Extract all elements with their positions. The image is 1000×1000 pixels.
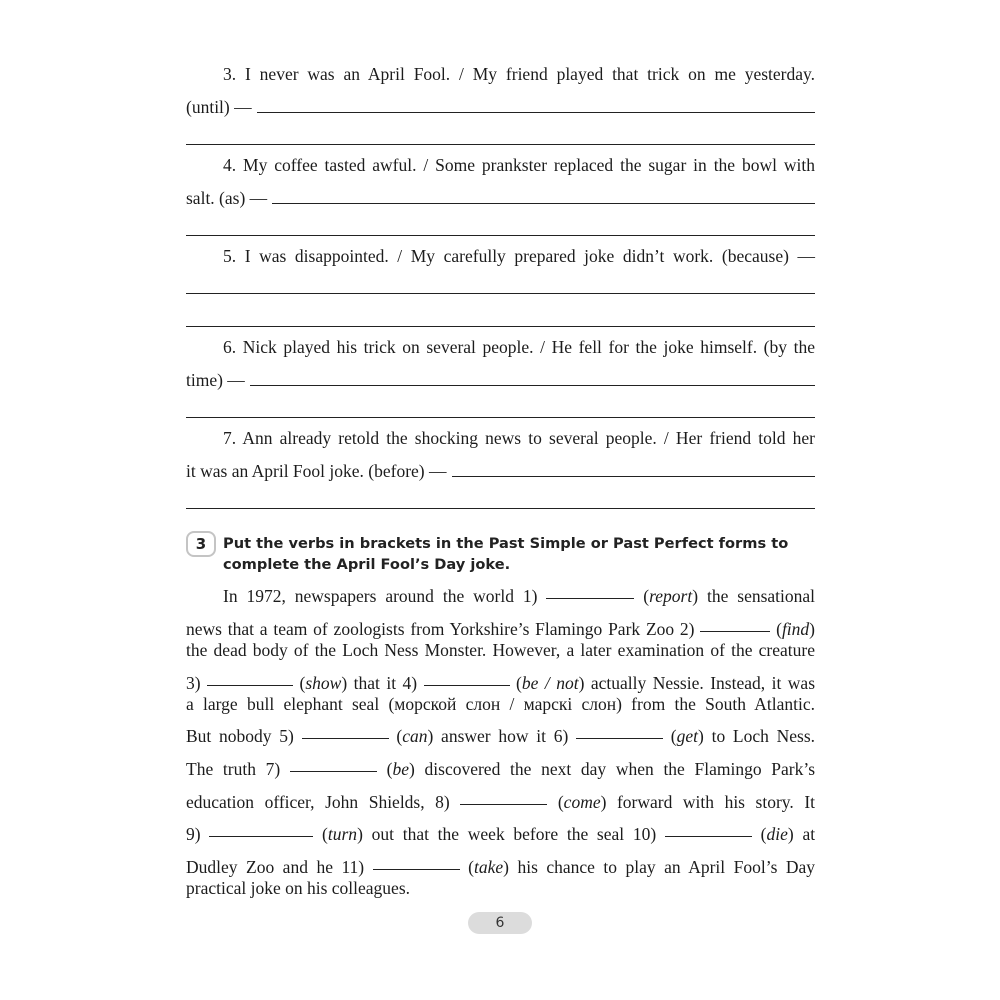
workbook-page: [186, 0, 815, 1000]
item-5-text: 5. I was disappointed. / My carefully prepared joke didn’t work. (because) —: [223, 246, 815, 266]
gap-10[interactable]: [665, 836, 752, 837]
text-line-3: the dead body of the Loch Ness Monster. However, a later examination of the creature: [186, 640, 815, 660]
item-7-answer-line[interactable]: it was an April Fool joke. (before) —: [186, 460, 815, 482]
text-line-2: news that a team of zoologists from Yorkshire’s Flamingo Park Zoo 2) (find): [186, 619, 815, 639]
text-line-6: But nobody 5) (can) answer how it 6) (get) to Loch Ness.: [186, 726, 816, 746]
answer-rule[interactable]: [186, 417, 815, 418]
gap-4[interactable]: [424, 685, 510, 686]
exercise-instruction: Put the verbs in brackets in the Past Simple or Past Perfect forms to complete the April Fool’s Day joke.: [223, 535, 789, 573]
exercise-number-badge: 3: [186, 531, 216, 557]
text-line-4: 3) (show) that it 4) (be / not) actually Nessie. Instead, it was: [186, 673, 815, 693]
answer-rule[interactable]: [186, 508, 815, 509]
answer-rule[interactable]: [186, 293, 815, 294]
text-line-10: Dudley Zoo and he 11) (take) his chance to play an April Fool’s Day: [186, 857, 816, 877]
gap-6[interactable]: [576, 738, 663, 739]
item-4-text: 4. My coffee tasted awful. / Some prankster replaced the sugar in the bowl with: [223, 155, 815, 175]
item-6-answer-line[interactable]: time) —: [186, 369, 815, 391]
page-number: 6: [468, 912, 532, 934]
gap-9[interactable]: [209, 836, 313, 837]
text-line-5: a large bull elephant seal (морской слон / марскі слон) from the South Atlantic.: [186, 694, 815, 714]
item-6-text: 6. Nick played his trick on several people. / He fell for the joke himself. (by the: [223, 337, 815, 357]
answer-rule[interactable]: [186, 144, 815, 145]
text-line-7: The truth 7) (be) discovered the next day when the Flamingo Park’s: [186, 759, 816, 779]
item-3-answer-line[interactable]: (until) —: [186, 96, 815, 118]
gap-1[interactable]: [546, 598, 634, 599]
text-line-11: practical joke on his colleagues.: [186, 878, 411, 898]
gap-3[interactable]: [207, 685, 293, 686]
item-3-text: 3. I never was an April Fool. / My friend played that trick on me yesterday.: [223, 64, 815, 84]
item-4-answer-line[interactable]: salt. (as) —: [186, 187, 815, 209]
gap-5[interactable]: [302, 738, 389, 739]
gap-8[interactable]: [460, 804, 547, 805]
text-line-9: 9) (turn) out that the week before the seal 10) (die) at: [186, 824, 816, 844]
text-line-1: In 1972, newspapers around the world 1) (report) the sensational: [223, 586, 816, 606]
gap-7[interactable]: [290, 771, 377, 772]
text-line-8: education officer, John Shields, 8) (come) forward with his story. It: [186, 792, 816, 812]
item-7-text: 7. Ann already retold the shocking news to several people. / Her friend told her: [223, 428, 815, 448]
gap-2[interactable]: [700, 631, 770, 632]
answer-rule[interactable]: [186, 235, 815, 236]
gap-11[interactable]: [373, 869, 460, 870]
answer-rule[interactable]: [186, 326, 815, 327]
